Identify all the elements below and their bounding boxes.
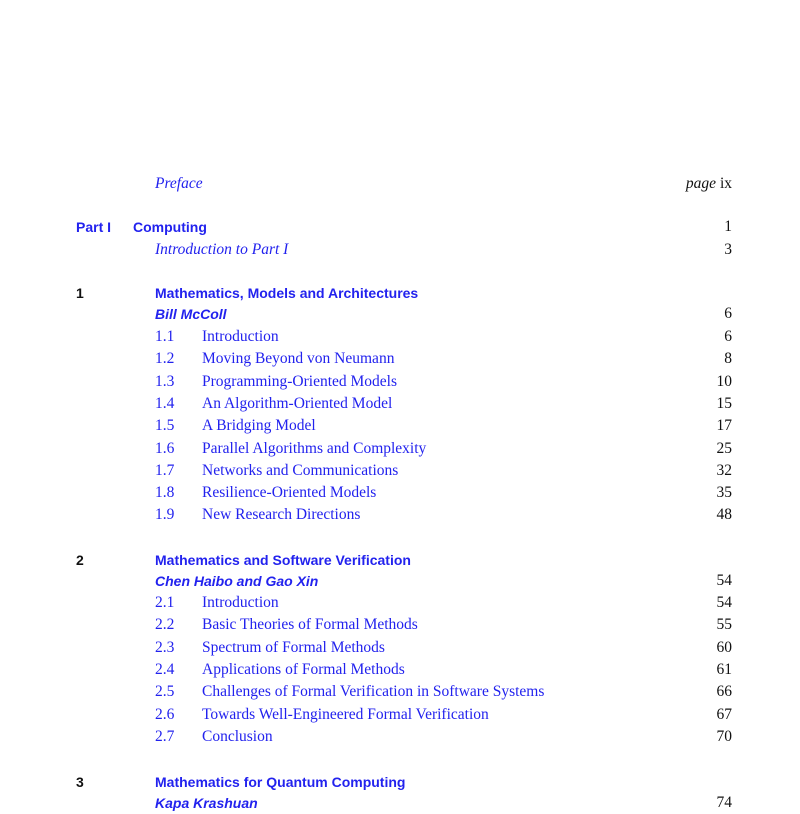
section-page: 25	[716, 440, 732, 457]
chapter-author[interactable]: Kapa Krashuan	[155, 795, 258, 811]
section-title-link[interactable]: Conclusion	[202, 728, 273, 745]
section-number: 1.9	[155, 506, 175, 523]
section-number: 2.3	[155, 639, 175, 656]
section-page: 35	[716, 484, 732, 501]
section-number: 2.5	[155, 683, 175, 700]
section-page: 32	[716, 462, 732, 479]
section-title-link[interactable]: Introduction	[202, 328, 279, 345]
chapter-author[interactable]: Bill McColl	[155, 306, 227, 322]
section-number: 1.1	[155, 328, 175, 345]
part-intro-link[interactable]: Introduction to Part I	[155, 241, 289, 258]
section-number: 1.8	[155, 484, 175, 501]
section-title-link[interactable]: New Research Directions	[202, 506, 361, 523]
section-title-link[interactable]: Challenges of Formal Verification in Software Systems	[202, 683, 545, 700]
section-title-link[interactable]: Moving Beyond von Neumann	[202, 350, 395, 367]
chapter-page: 6	[724, 305, 732, 322]
section-number: 1.7	[155, 462, 175, 479]
section-number: 2.7	[155, 728, 175, 745]
section-number: 1.3	[155, 373, 175, 390]
section-title-link[interactable]: A Bridging Model	[202, 417, 316, 434]
section-number: 2.4	[155, 661, 175, 678]
page-label: page	[685, 175, 717, 192]
preface-link[interactable]: Preface	[155, 175, 203, 192]
section-number: 1.2	[155, 350, 175, 367]
chapter-number: 1	[76, 285, 84, 301]
section-number: 1.6	[155, 440, 175, 457]
chapter-number: 2	[76, 552, 84, 568]
chapter-title[interactable]: Mathematics, Models and Architectures	[155, 285, 419, 301]
section-number: 2.2	[155, 616, 175, 633]
chapter-title[interactable]: Mathematics for Quantum Computing	[155, 774, 406, 790]
section-page: 60	[716, 639, 732, 656]
preface-page	[686, 173, 732, 195]
chapter-author[interactable]: Chen Haibo and Gao Xin	[155, 573, 319, 589]
section-page: 55	[716, 616, 732, 633]
part-label[interactable]: Part I	[76, 219, 112, 235]
section-page: 54	[716, 594, 732, 611]
section-number: 1.5	[155, 417, 175, 434]
section-title-link[interactable]: Towards Well-Engineered Formal Verification	[202, 706, 489, 723]
section-title-link[interactable]: Networks and Communications	[202, 462, 399, 479]
section-page: 10	[716, 373, 732, 390]
section-page: 8	[724, 350, 732, 367]
section-number: 2.6	[155, 706, 175, 723]
section-title-link[interactable]: Applications of Formal Methods	[202, 661, 405, 678]
section-page: 17	[716, 417, 732, 434]
section-title-link[interactable]: Spectrum of Formal Methods	[202, 639, 385, 656]
section-title-link[interactable]: Introduction	[202, 594, 279, 611]
section-page: 6	[724, 328, 732, 345]
part-page: 1	[724, 218, 732, 235]
chapter-page: 74	[716, 794, 732, 811]
section-number: 1.4	[155, 395, 175, 412]
section-title-link[interactable]: Parallel Algorithms and Complexity	[202, 440, 427, 457]
chapter-page: 54	[716, 572, 732, 589]
preface-page-number: ix	[719, 175, 732, 192]
section-page: 15	[716, 395, 732, 412]
chapter-title[interactable]: Mathematics and Software Verification	[155, 552, 411, 568]
section-page: 48	[716, 506, 732, 523]
part-intro-page: 3	[724, 241, 732, 258]
chapter-number: 3	[76, 774, 84, 790]
section-title-link[interactable]: An Algorithm-Oriented Model	[202, 395, 393, 412]
section-title-link[interactable]: Basic Theories of Formal Methods	[202, 616, 418, 633]
section-title-link[interactable]: Resilience-Oriented Models	[202, 484, 377, 501]
section-number: 2.1	[155, 594, 175, 611]
section-page: 67	[716, 706, 732, 723]
part-title[interactable]: Computing	[133, 219, 207, 235]
section-page: 61	[716, 661, 732, 678]
section-title-link[interactable]: Programming-Oriented Models	[202, 373, 398, 390]
section-page: 70	[716, 728, 732, 745]
section-page: 66	[716, 683, 732, 700]
